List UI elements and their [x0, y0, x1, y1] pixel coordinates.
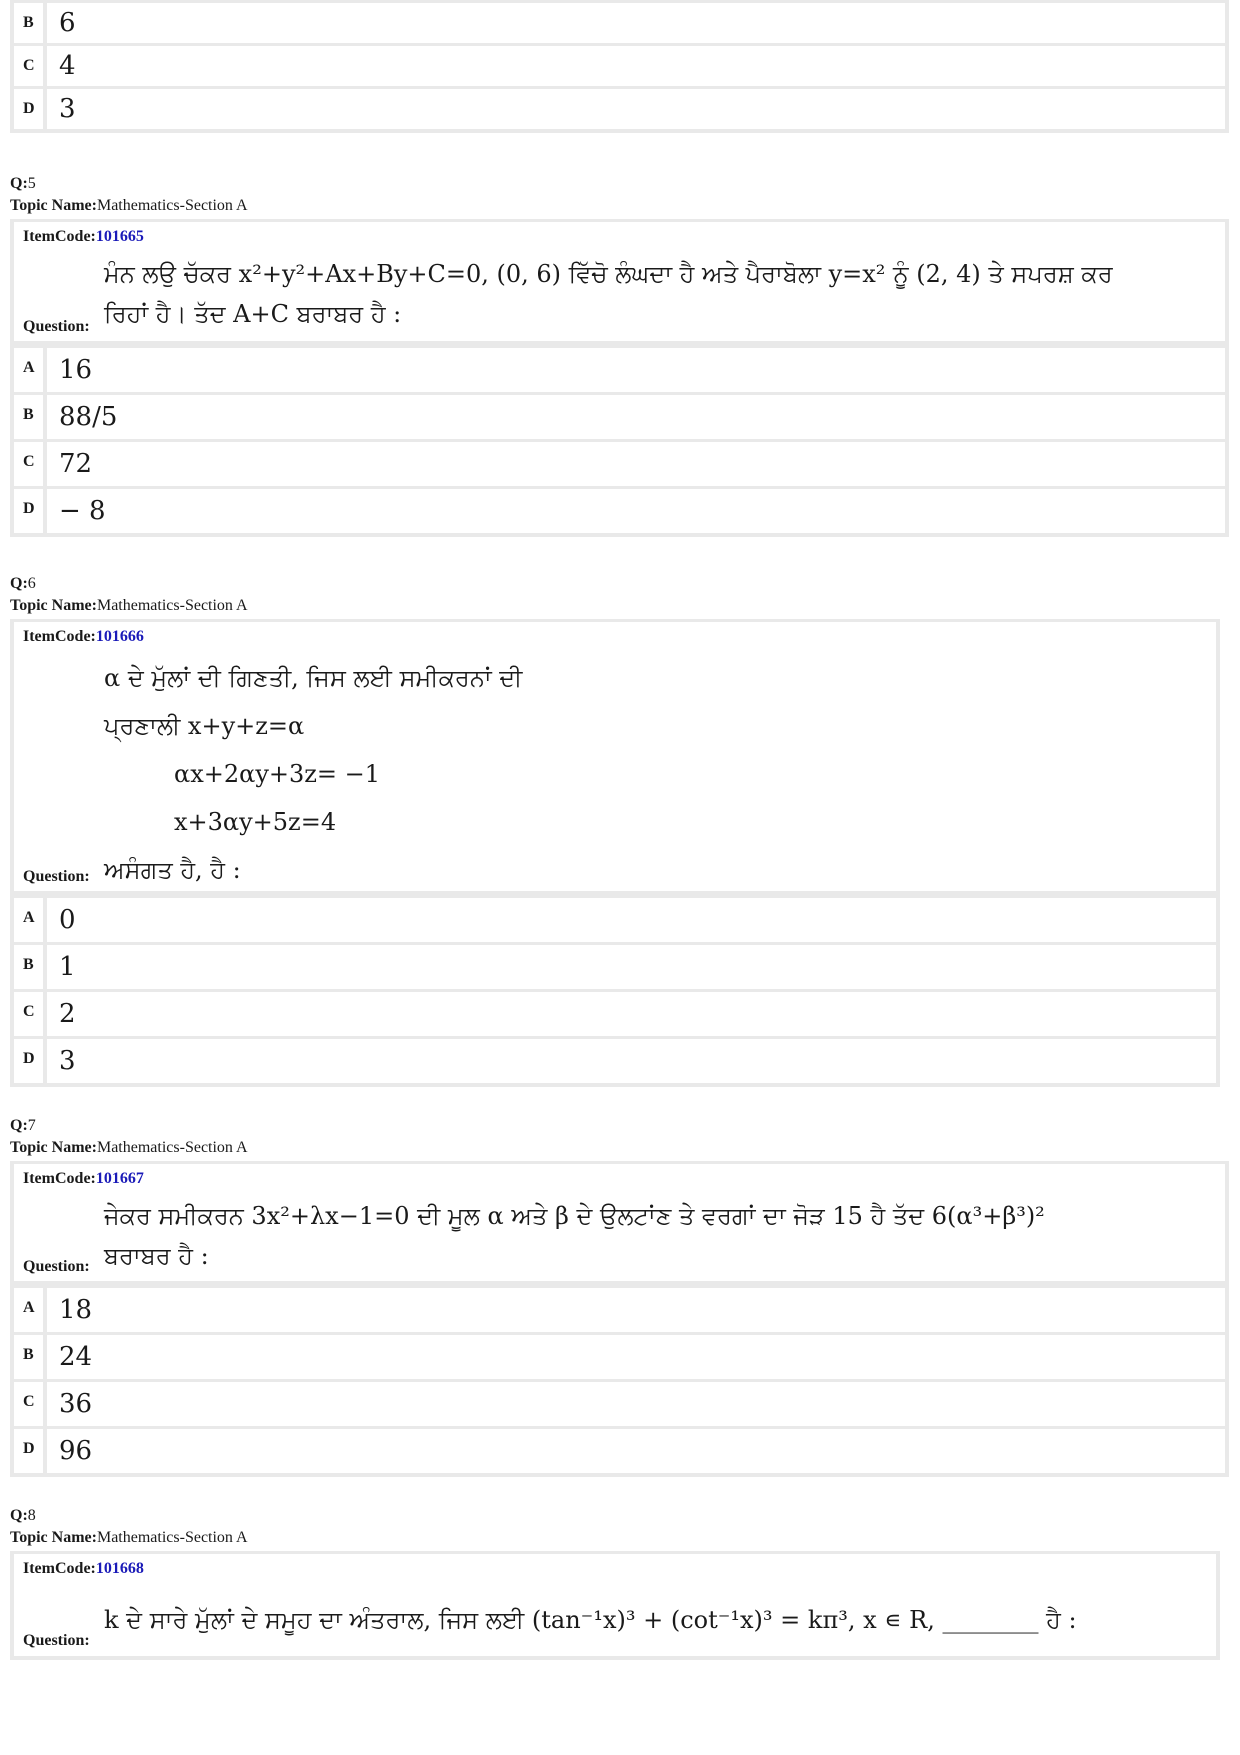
question-body — [14, 222, 1225, 341]
option-value: 3 — [47, 1039, 1216, 1083]
option-row — [14, 992, 1216, 1036]
option-value: 6 — [47, 3, 1225, 43]
question-header — [10, 573, 248, 617]
option-value: 3 — [47, 89, 1225, 129]
option-value: − 8 — [47, 489, 1225, 533]
question-header — [10, 173, 248, 217]
q-prefix: Q: — [10, 1507, 28, 1524]
option-value: 72 — [47, 442, 1225, 486]
question-block — [10, 619, 1220, 895]
option-key: B — [14, 3, 43, 43]
option-key: C — [14, 442, 43, 486]
option-row — [14, 395, 1225, 439]
item-code — [23, 1560, 144, 1578]
question-text — [104, 654, 1208, 894]
option-key: A — [14, 348, 43, 392]
topic-label: Topic Name: — [10, 597, 97, 614]
q-prefix: Q: — [10, 575, 28, 592]
topic-label: Topic Name: — [10, 1529, 97, 1546]
question-block — [10, 219, 1229, 345]
option-key: D — [14, 1429, 43, 1473]
topic-label: Topic Name: — [10, 197, 97, 214]
question-line: αx+2αy+3z= −1 — [174, 760, 381, 788]
question-header — [10, 1505, 248, 1549]
option-key: D — [14, 89, 43, 129]
topic-name: Mathematics-Section A — [96, 197, 248, 214]
option-row — [14, 1335, 1225, 1379]
option-row — [14, 348, 1225, 392]
option-key: D — [14, 1039, 43, 1083]
question-block — [10, 1551, 1220, 1660]
item-code — [23, 628, 144, 646]
topic-label: Topic Name: — [10, 1139, 97, 1156]
option-value: 88/5 — [47, 395, 1225, 439]
item-code-label: ItemCode: — [23, 1170, 96, 1187]
question-label: Question: — [23, 868, 90, 885]
option-row — [14, 3, 1225, 43]
question-number: 6 — [27, 575, 36, 592]
item-code-label: ItemCode: — [23, 1560, 96, 1577]
item-code-label: ItemCode: — [23, 228, 96, 245]
option-row — [14, 1288, 1225, 1332]
question-number: 8 — [27, 1507, 36, 1524]
question-label: Question: — [23, 318, 90, 335]
question-line: ਪ੍ਰਣਾਲੀ x+y+z=α — [104, 712, 305, 740]
question-line: ਮੰਨ ਲਉ ਚੱਕਰ x²+y²+Ax+By+C=0, (0, 6) ਵਿੱਚੋ ਲੰਘਦਾ ਹੈ ਅਤੇ ਪੈਰਾਬੋਲਾ y=x² ਨੂੰ (2, 4) ਤੇ ਸਪਰਸ਼ ਕਰ — [104, 260, 1113, 288]
question-body — [14, 1554, 1216, 1656]
question-line: ਰਿਹਾਂ ਹੈ। ਤੱਦ A+C ਬਰਾਬਰ ਹੈ : — [104, 300, 402, 328]
item-code-value: 101665 — [95, 228, 144, 245]
option-value: 24 — [47, 1335, 1225, 1379]
option-row — [14, 1039, 1216, 1083]
question-line: ਬਰਾਬਰ ਹੈ : — [104, 1242, 209, 1270]
option-value: 16 — [47, 348, 1225, 392]
option-row — [14, 945, 1216, 989]
option-value: 96 — [47, 1429, 1225, 1473]
question-text — [104, 1196, 1217, 1276]
option-key: B — [14, 945, 43, 989]
option-value: 2 — [47, 992, 1216, 1036]
question-line: k ਦੇ ਸਾਰੇ ਮੁੱਲਾਂ ਦੇ ਸਮੂਹ ਦਾ ਅੰਤਰਾਲ, ਜਿਸ ਲਈ (tan⁻¹x)³ + (cot⁻¹x)³ = kπ³, x ∊ R, ________ ਹੈ : — [104, 1606, 1077, 1634]
option-row — [14, 46, 1225, 86]
option-row — [14, 489, 1225, 533]
question-number: 7 — [27, 1117, 36, 1134]
q5-options — [10, 345, 1229, 537]
option-row — [14, 442, 1225, 486]
question-number: 5 — [27, 175, 36, 192]
option-value: 0 — [47, 898, 1216, 942]
question-line: α ਦੇ ਮੁੱਲਾਂ ਦੀ ਗਿਣਤੀ, ਜਿਸ ਲਈ ਸਮੀਕਰਨਾਂ ਦੀ — [104, 664, 523, 692]
option-value: 1 — [47, 945, 1216, 989]
option-key: B — [14, 395, 43, 439]
option-key: C — [14, 46, 43, 86]
item-code-value: 101666 — [95, 628, 144, 645]
q-prefix: Q: — [10, 175, 28, 192]
topic-name: Mathematics-Section A — [96, 597, 248, 614]
topic-name: Mathematics-Section A — [96, 1529, 248, 1546]
option-value: 18 — [47, 1288, 1225, 1332]
question-text — [104, 1600, 1208, 1640]
topic-name: Mathematics-Section A — [96, 1139, 248, 1156]
option-key: C — [14, 1382, 43, 1426]
option-row — [14, 1429, 1225, 1473]
item-code-value: 101668 — [95, 1560, 144, 1577]
option-key: A — [14, 1288, 43, 1332]
question-block — [10, 1161, 1229, 1285]
option-value: 4 — [47, 46, 1225, 86]
item-code — [23, 228, 144, 246]
question-body — [14, 1164, 1225, 1281]
option-row — [14, 89, 1225, 129]
option-key: A — [14, 898, 43, 942]
item-code-value: 101667 — [95, 1170, 144, 1187]
question-line: x+3αy+5z=4 — [174, 808, 337, 836]
question-line: ਅਸੰਗਤ ਹੈ, ਹੈ : — [104, 856, 241, 884]
question-body — [14, 622, 1216, 891]
question-text — [104, 254, 1217, 334]
q4-options — [10, 0, 1229, 133]
option-value: 36 — [47, 1382, 1225, 1426]
item-code-label: ItemCode: — [23, 628, 96, 645]
option-key: D — [14, 489, 43, 533]
q7-options — [10, 1285, 1229, 1477]
item-code — [23, 1170, 144, 1188]
q6-options — [10, 895, 1220, 1087]
question-line: ਜੇਕਰ ਸਮੀਕਰਨ 3x²+λx−1=0 ਦੀ ਮੂਲ α ਅਤੇ β ਦੇ ਉਲਟਾਂਣ ਤੇ ਵਰਗਾਂ ਦਾ ਜੋੜ 15 ਹੈ ਤੱਦ 6(α³+β³)² — [104, 1202, 1045, 1230]
option-key: C — [14, 992, 43, 1036]
question-label: Question: — [23, 1258, 90, 1275]
q-prefix: Q: — [10, 1117, 28, 1134]
question-label: Question: — [23, 1632, 90, 1649]
option-row — [14, 898, 1216, 942]
option-row — [14, 1382, 1225, 1426]
option-key: B — [14, 1335, 43, 1379]
question-header — [10, 1115, 248, 1159]
